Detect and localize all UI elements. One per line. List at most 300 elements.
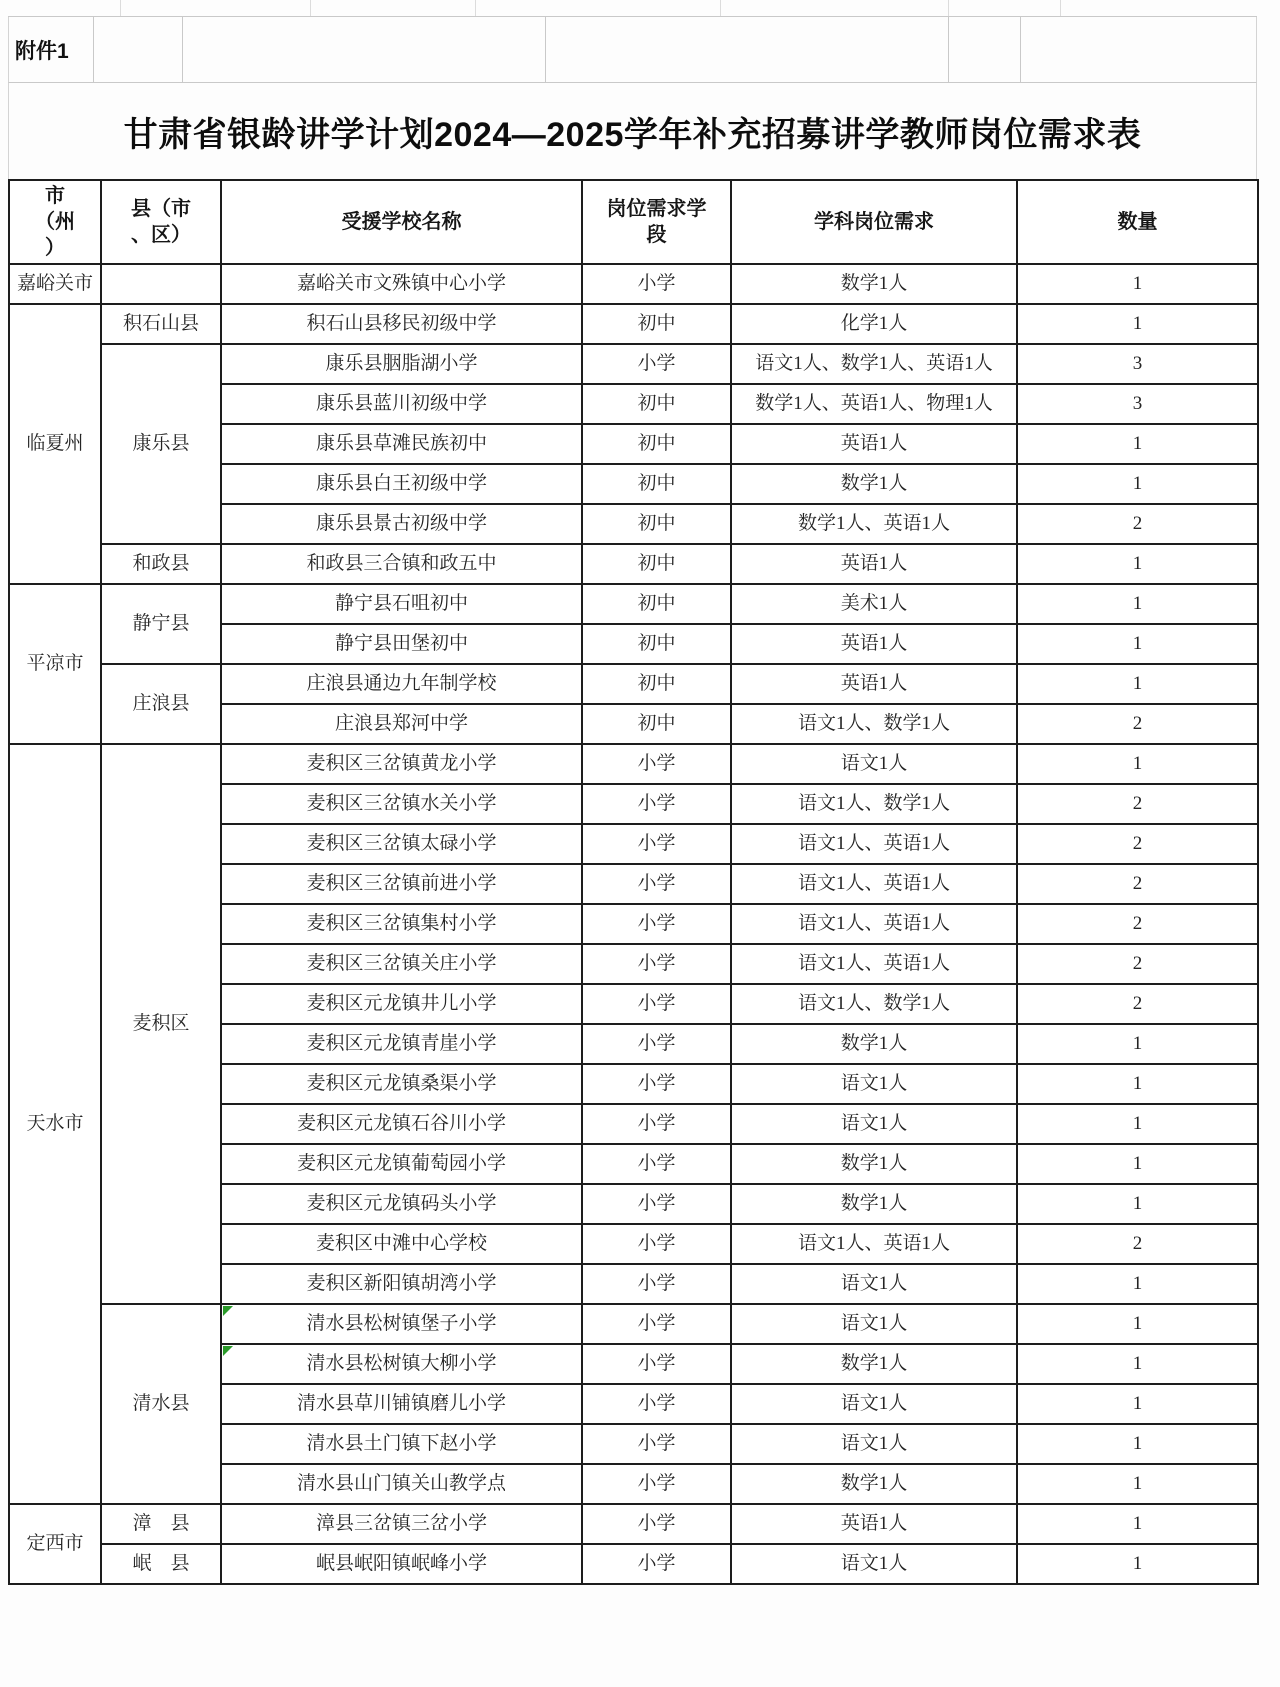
- cell-count: [1017, 1264, 1258, 1304]
- cell-subjects: [731, 1464, 1017, 1504]
- cell-stage: [582, 824, 731, 864]
- cell-school: [221, 1184, 582, 1224]
- header-subjects-label: 学科岗位需求: [814, 211, 934, 233]
- cell-stage: [582, 1144, 731, 1184]
- cell-text: 岷 县: [132, 1553, 190, 1574]
- cell-stage: [582, 1384, 731, 1424]
- cell-text: 数学1人: [840, 273, 908, 294]
- cell-text: 和政县三合镇和政五中: [306, 553, 497, 574]
- cell-subjects: [731, 864, 1017, 904]
- cell-stage: [582, 1424, 731, 1464]
- cell-text: 1: [1132, 1393, 1143, 1414]
- cell-text: 麦积区新阳镇胡湾小学: [306, 1273, 497, 1294]
- header-school: [221, 180, 582, 264]
- cell-text: 1: [1132, 313, 1143, 334]
- cell-text: 麦积区元龙镇桑渠小学: [306, 1073, 497, 1094]
- gridline-tick: [120, 0, 121, 16]
- cell-school: [221, 1224, 582, 1264]
- cell-text: 庄浪县郑河中学: [334, 713, 468, 734]
- attachment-cell: [9, 17, 94, 82]
- empty-cell: [94, 17, 183, 82]
- cell-school: [221, 304, 582, 344]
- cell-count: [1017, 1464, 1258, 1504]
- cell-text: 临夏州: [26, 433, 84, 454]
- cell-county: [101, 1304, 221, 1504]
- cell-count: [1017, 944, 1258, 984]
- cell-text: 小学: [637, 1433, 676, 1454]
- cell-text: 初中: [637, 313, 676, 334]
- cell-stage: [582, 1064, 731, 1104]
- cell-text: 初中: [637, 673, 676, 694]
- cell-school: [221, 864, 582, 904]
- cell-county: [101, 544, 221, 584]
- cell-subjects: [731, 624, 1017, 664]
- cell-count: [1017, 464, 1258, 504]
- cell-school: [221, 1024, 582, 1064]
- cell-count: [1017, 264, 1258, 304]
- cell-text: 静宁县: [132, 613, 190, 634]
- cell-text: 小学: [637, 353, 676, 374]
- cell-text: 积石山县: [122, 313, 199, 334]
- cell-text: 数学1人: [840, 1193, 908, 1214]
- cell-subjects: [731, 1344, 1017, 1384]
- cell-text: 1: [1132, 1073, 1143, 1094]
- cell-text: 语文1人: [840, 1113, 908, 1134]
- cell-text: 麦积区: [132, 1013, 190, 1034]
- cell-text: 2: [1132, 953, 1143, 974]
- cell-subjects: [731, 1224, 1017, 1264]
- cell-county: [101, 264, 221, 304]
- empty-cell: [1021, 17, 1256, 82]
- header-count: [1017, 180, 1258, 264]
- cell-text: 2: [1132, 713, 1143, 734]
- cell-text: 庄浪县: [132, 693, 190, 714]
- cell-stage: [582, 1504, 731, 1544]
- cell-city: [9, 584, 101, 744]
- cell-county: [101, 744, 221, 1304]
- cell-text: 麦积区元龙镇青崖小学: [306, 1033, 497, 1054]
- cell-text: 小学: [637, 833, 676, 854]
- cell-count: [1017, 864, 1258, 904]
- cell-city: [9, 304, 101, 584]
- cell-text: 3: [1132, 353, 1143, 374]
- cell-text: 语文1人、数学1人、英语1人: [755, 353, 993, 374]
- cell-stage: [582, 944, 731, 984]
- cell-text: 清水县草川铺镇磨儿小学: [296, 1393, 506, 1414]
- header-city-label: 市（州）: [35, 185, 75, 259]
- cell-subjects: [731, 1544, 1017, 1584]
- table-row: [9, 544, 1258, 584]
- cell-school: [221, 784, 582, 824]
- cell-stage: [582, 704, 731, 744]
- cell-school: [221, 1104, 582, 1144]
- cell-text: 小学: [637, 753, 676, 774]
- cell-text: 康乐县草滩民族初中: [315, 433, 487, 454]
- cell-stage: [582, 384, 731, 424]
- gridline-tick: [948, 0, 949, 16]
- cell-text: 1: [1132, 553, 1143, 574]
- cell-stage: [582, 1464, 731, 1504]
- table-row: [9, 1544, 1258, 1584]
- cell-text: 小学: [637, 1473, 676, 1494]
- cell-text: 康乐县白王初级中学: [315, 473, 487, 494]
- cell-text: 麦积区三岔镇前进小学: [306, 873, 497, 894]
- cell-text: 语文1人、数学1人: [797, 713, 950, 734]
- cell-subjects: [731, 944, 1017, 984]
- cell-text: 化学1人: [840, 313, 908, 334]
- cell-subjects: [731, 264, 1017, 304]
- cell-stage: [582, 504, 731, 544]
- cell-text: 小学: [637, 953, 676, 974]
- cell-text: 庄浪县通边九年制学校: [306, 673, 497, 694]
- cell-count: [1017, 1224, 1258, 1264]
- cell-text: 英语1人: [840, 1513, 908, 1534]
- cell-text: 1: [1132, 473, 1143, 494]
- cell-subjects: [731, 584, 1017, 624]
- cell-text: 积石山县移民初级中学: [306, 313, 497, 334]
- cell-text: 麦积区中滩中心学校: [315, 1233, 487, 1254]
- cell-text: 语文1人: [840, 1393, 908, 1414]
- cell-text: 语文1人、英语1人: [797, 1233, 950, 1254]
- cell-count: [1017, 424, 1258, 464]
- cell-subjects: [731, 424, 1017, 464]
- cell-text: 美术1人: [840, 593, 908, 614]
- cell-text: 1: [1132, 1153, 1143, 1174]
- cell-count: [1017, 824, 1258, 864]
- cell-text: 英语1人: [840, 433, 908, 454]
- cell-school: [221, 1304, 582, 1344]
- cell-text: 康乐县蓝川初级中学: [315, 393, 487, 414]
- page-title: 甘肃省银龄讲学计划2024—2025学年补充招募讲学教师岗位需求表: [123, 115, 1142, 154]
- cell-subjects: [731, 904, 1017, 944]
- cell-subjects: [731, 504, 1017, 544]
- cell-text: 1: [1132, 1353, 1143, 1374]
- table-row: [9, 264, 1258, 304]
- cell-text: 1: [1132, 753, 1143, 774]
- cell-stage: [582, 664, 731, 704]
- cell-count: [1017, 784, 1258, 824]
- cell-stage: [582, 1224, 731, 1264]
- cell-text: 1: [1132, 1033, 1143, 1054]
- cell-text: 岷县岷阳镇岷峰小学: [315, 1553, 487, 1574]
- cell-text: 漳 县: [132, 1513, 190, 1534]
- cell-subjects: [731, 984, 1017, 1024]
- cell-county: [101, 304, 221, 344]
- cell-text: 初中: [637, 633, 676, 654]
- cell-subjects: [731, 1384, 1017, 1424]
- cell-school: [221, 1464, 582, 1504]
- cell-stage: [582, 264, 731, 304]
- cell-text: 小学: [637, 1313, 676, 1334]
- gridline-tick: [720, 0, 721, 16]
- cell-school: [221, 1064, 582, 1104]
- table-row: [9, 584, 1258, 624]
- cell-count: [1017, 1424, 1258, 1464]
- cell-school: [221, 424, 582, 464]
- cell-text: 小学: [637, 793, 676, 814]
- cell-subjects: [731, 1024, 1017, 1064]
- cell-stage: [582, 1184, 731, 1224]
- cell-subjects: [731, 744, 1017, 784]
- cell-stage: [582, 784, 731, 824]
- cell-text: 2: [1132, 793, 1143, 814]
- cell-count: [1017, 584, 1258, 624]
- gridline-tick: [1060, 0, 1061, 16]
- cell-subjects: [731, 1264, 1017, 1304]
- cell-text: 数学1人、英语1人、物理1人: [755, 393, 993, 414]
- cell-text: 1: [1132, 1553, 1143, 1574]
- cell-school: [221, 664, 582, 704]
- table-row: [9, 1504, 1258, 1544]
- cell-text: 1: [1132, 1313, 1143, 1334]
- cell-stage: [582, 744, 731, 784]
- cell-text: 和政县: [132, 553, 190, 574]
- cell-subjects: [731, 384, 1017, 424]
- cell-text: 定西市: [26, 1533, 84, 1554]
- cell-count: [1017, 504, 1258, 544]
- cell-school: [221, 584, 582, 624]
- cell-text: 初中: [637, 433, 676, 454]
- cell-school: [221, 704, 582, 744]
- cell-text: 小学: [637, 1393, 676, 1414]
- cell-text: 小学: [637, 1073, 676, 1094]
- cell-text: 康乐县景古初级中学: [315, 513, 487, 534]
- cell-subjects: [731, 304, 1017, 344]
- cell-county: [101, 1544, 221, 1584]
- cell-text: 语文1人、英语1人: [797, 913, 950, 934]
- title-row: [8, 83, 1257, 179]
- cell-text: 2: [1132, 513, 1143, 534]
- cell-text: 1: [1132, 1473, 1143, 1494]
- cell-school: [221, 624, 582, 664]
- cell-subjects: [731, 1144, 1017, 1184]
- cell-count: [1017, 624, 1258, 664]
- demand-table: [8, 179, 1259, 1585]
- cell-county: [101, 344, 221, 544]
- cell-text: 1: [1132, 1433, 1143, 1454]
- cell-text: 小学: [637, 873, 676, 894]
- cell-text: 语文1人、数学1人: [797, 993, 950, 1014]
- cell-stage: [582, 464, 731, 504]
- cell-text: 麦积区三岔镇关庄小学: [306, 953, 497, 974]
- header-subjects: [731, 180, 1017, 264]
- cell-text: 康乐县胭脂湖小学: [325, 353, 478, 374]
- cell-school: [221, 904, 582, 944]
- cell-school: [221, 1504, 582, 1544]
- cell-text: 数学1人: [840, 1033, 908, 1054]
- cell-text: 语文1人: [840, 1313, 908, 1334]
- cell-school: [221, 1344, 582, 1384]
- cell-subjects: [731, 464, 1017, 504]
- header-city: [9, 180, 101, 264]
- cell-text: 麦积区三岔镇水关小学: [306, 793, 497, 814]
- cell-text: 小学: [637, 1233, 676, 1254]
- cell-count: [1017, 904, 1258, 944]
- cell-stage: [582, 1264, 731, 1304]
- cell-school: [221, 1144, 582, 1184]
- cell-text: 漳县三岔镇三岔小学: [315, 1513, 487, 1534]
- table-row: [9, 664, 1258, 704]
- cell-text: 3: [1132, 393, 1143, 414]
- cell-text: 清水县山门镇关山教学点: [296, 1473, 506, 1494]
- cell-text: 2: [1132, 993, 1143, 1014]
- cell-count: [1017, 704, 1258, 744]
- cell-text: 麦积区三岔镇黄龙小学: [306, 753, 497, 774]
- table-row: [9, 344, 1258, 384]
- cell-subjects: [731, 1424, 1017, 1464]
- cell-count: [1017, 1344, 1258, 1384]
- cell-text: 1: [1132, 593, 1143, 614]
- cell-subjects: [731, 1504, 1017, 1544]
- cell-stage: [582, 1024, 731, 1064]
- cell-text: 2: [1132, 913, 1143, 934]
- cell-subjects: [731, 704, 1017, 744]
- cell-count: [1017, 1064, 1258, 1104]
- cell-school: [221, 744, 582, 784]
- cell-subjects: [731, 1184, 1017, 1224]
- cell-city: [9, 744, 101, 1504]
- cell-stage: [582, 1544, 731, 1584]
- cell-stage: [582, 344, 731, 384]
- cell-county: [101, 584, 221, 664]
- cell-text: 小学: [637, 273, 676, 294]
- cell-text: 麦积区三岔镇集村小学: [306, 913, 497, 934]
- cell-text: 数学1人: [840, 1353, 908, 1374]
- document-sheet: [8, 0, 1257, 1585]
- cell-stage: [582, 1304, 731, 1344]
- cell-text: 1: [1132, 1513, 1143, 1534]
- cell-text: 数学1人: [840, 473, 908, 494]
- cell-school: [221, 464, 582, 504]
- cell-text: 小学: [637, 993, 676, 1014]
- cell-text: 麦积区元龙镇井儿小学: [306, 993, 497, 1014]
- cell-city: [9, 264, 101, 304]
- cell-text: 嘉峪关市文殊镇中心小学: [296, 273, 506, 294]
- header-county: [101, 180, 221, 264]
- cell-stage: [582, 1344, 731, 1384]
- cell-text: 小学: [637, 913, 676, 934]
- cell-count: [1017, 1304, 1258, 1344]
- cell-text: 2: [1132, 873, 1143, 894]
- cell-text: 1: [1132, 1113, 1143, 1134]
- cell-subjects: [731, 1064, 1017, 1104]
- cell-count: [1017, 984, 1258, 1024]
- cell-count: [1017, 1104, 1258, 1144]
- cell-stage: [582, 544, 731, 584]
- cell-subjects: [731, 344, 1017, 384]
- cell-text: 康乐县: [132, 433, 190, 454]
- cell-text: 初中: [637, 513, 676, 534]
- cell-text: 麦积区元龙镇葡萄园小学: [296, 1153, 506, 1174]
- cell-school: [221, 1544, 582, 1584]
- cell-count: [1017, 1184, 1258, 1224]
- empty-cell: [183, 17, 546, 82]
- top-gridline-strip: [8, 0, 1257, 17]
- cell-count: [1017, 384, 1258, 424]
- empty-cell: [546, 17, 949, 82]
- cell-text: 语文1人、英语1人: [797, 873, 950, 894]
- cell-subjects: [731, 544, 1017, 584]
- cell-school: [221, 944, 582, 984]
- cell-count: [1017, 1384, 1258, 1424]
- cell-text: 初中: [637, 553, 676, 574]
- cell-subjects: [731, 824, 1017, 864]
- cell-text: 2: [1132, 833, 1143, 854]
- table-row: [9, 744, 1258, 784]
- cell-stage: [582, 864, 731, 904]
- cell-subjects: [731, 1304, 1017, 1344]
- cell-count: [1017, 664, 1258, 704]
- cell-school: [221, 544, 582, 584]
- cell-text: 初中: [637, 593, 676, 614]
- cell-subjects: [731, 784, 1017, 824]
- cell-text: 初中: [637, 713, 676, 734]
- cell-stage: [582, 1104, 731, 1144]
- empty-cell: [949, 17, 1021, 82]
- cell-text: 天水市: [26, 1113, 84, 1134]
- cell-text: 1: [1132, 433, 1143, 454]
- cell-county: [101, 664, 221, 744]
- cell-text: 英语1人: [840, 673, 908, 694]
- cell-text: 2: [1132, 1233, 1143, 1254]
- cell-school: [221, 1384, 582, 1424]
- green-corner-marker: [223, 1306, 233, 1316]
- cell-text: 麦积区元龙镇石谷川小学: [296, 1113, 506, 1134]
- cell-text: 静宁县石咀初中: [334, 593, 468, 614]
- cell-text: 语文1人: [840, 1553, 908, 1574]
- cell-stage: [582, 984, 731, 1024]
- cell-text: 1: [1132, 1273, 1143, 1294]
- cell-count: [1017, 744, 1258, 784]
- cell-count: [1017, 304, 1258, 344]
- cell-stage: [582, 624, 731, 664]
- header-stage-label: 岗位需求学段: [606, 198, 707, 246]
- cell-text: 平凉市: [26, 653, 84, 674]
- cell-text: 数学1人: [840, 1153, 908, 1174]
- cell-school: [221, 1264, 582, 1304]
- cell-text: 麦积区元龙镇码头小学: [306, 1193, 497, 1214]
- header-school-label: 受援学校名称: [341, 211, 462, 233]
- cell-school: [221, 264, 582, 304]
- attachment-label: 附件1: [15, 39, 69, 63]
- cell-text: 语文1人、英语1人: [797, 833, 950, 854]
- cell-text: 1: [1132, 1193, 1143, 1214]
- cell-text: 1: [1132, 273, 1143, 294]
- cell-school: [221, 984, 582, 1024]
- header-count-label: 数量: [1117, 211, 1158, 233]
- cell-text: 英语1人: [840, 633, 908, 654]
- header-county-label: 县（市、区）: [131, 198, 191, 246]
- cell-stage: [582, 424, 731, 464]
- cell-text: 初中: [637, 393, 676, 414]
- cell-count: [1017, 1024, 1258, 1064]
- cell-text: 小学: [637, 1553, 676, 1574]
- table-row: [9, 304, 1258, 344]
- cell-text: 1: [1132, 673, 1143, 694]
- cell-text: 语文1人: [840, 1433, 908, 1454]
- cell-count: [1017, 1504, 1258, 1544]
- cell-text: 小学: [637, 1193, 676, 1214]
- cell-count: [1017, 1544, 1258, 1584]
- cell-text: 数学1人: [840, 1473, 908, 1494]
- cell-text: 语文1人、数学1人: [797, 793, 950, 814]
- cell-text: 语文1人: [840, 1273, 908, 1294]
- cell-text: 小学: [637, 1273, 676, 1294]
- attachment-row: [8, 17, 1257, 83]
- green-corner-marker: [223, 1346, 233, 1356]
- cell-school: [221, 344, 582, 384]
- cell-text: 清水县: [132, 1393, 190, 1414]
